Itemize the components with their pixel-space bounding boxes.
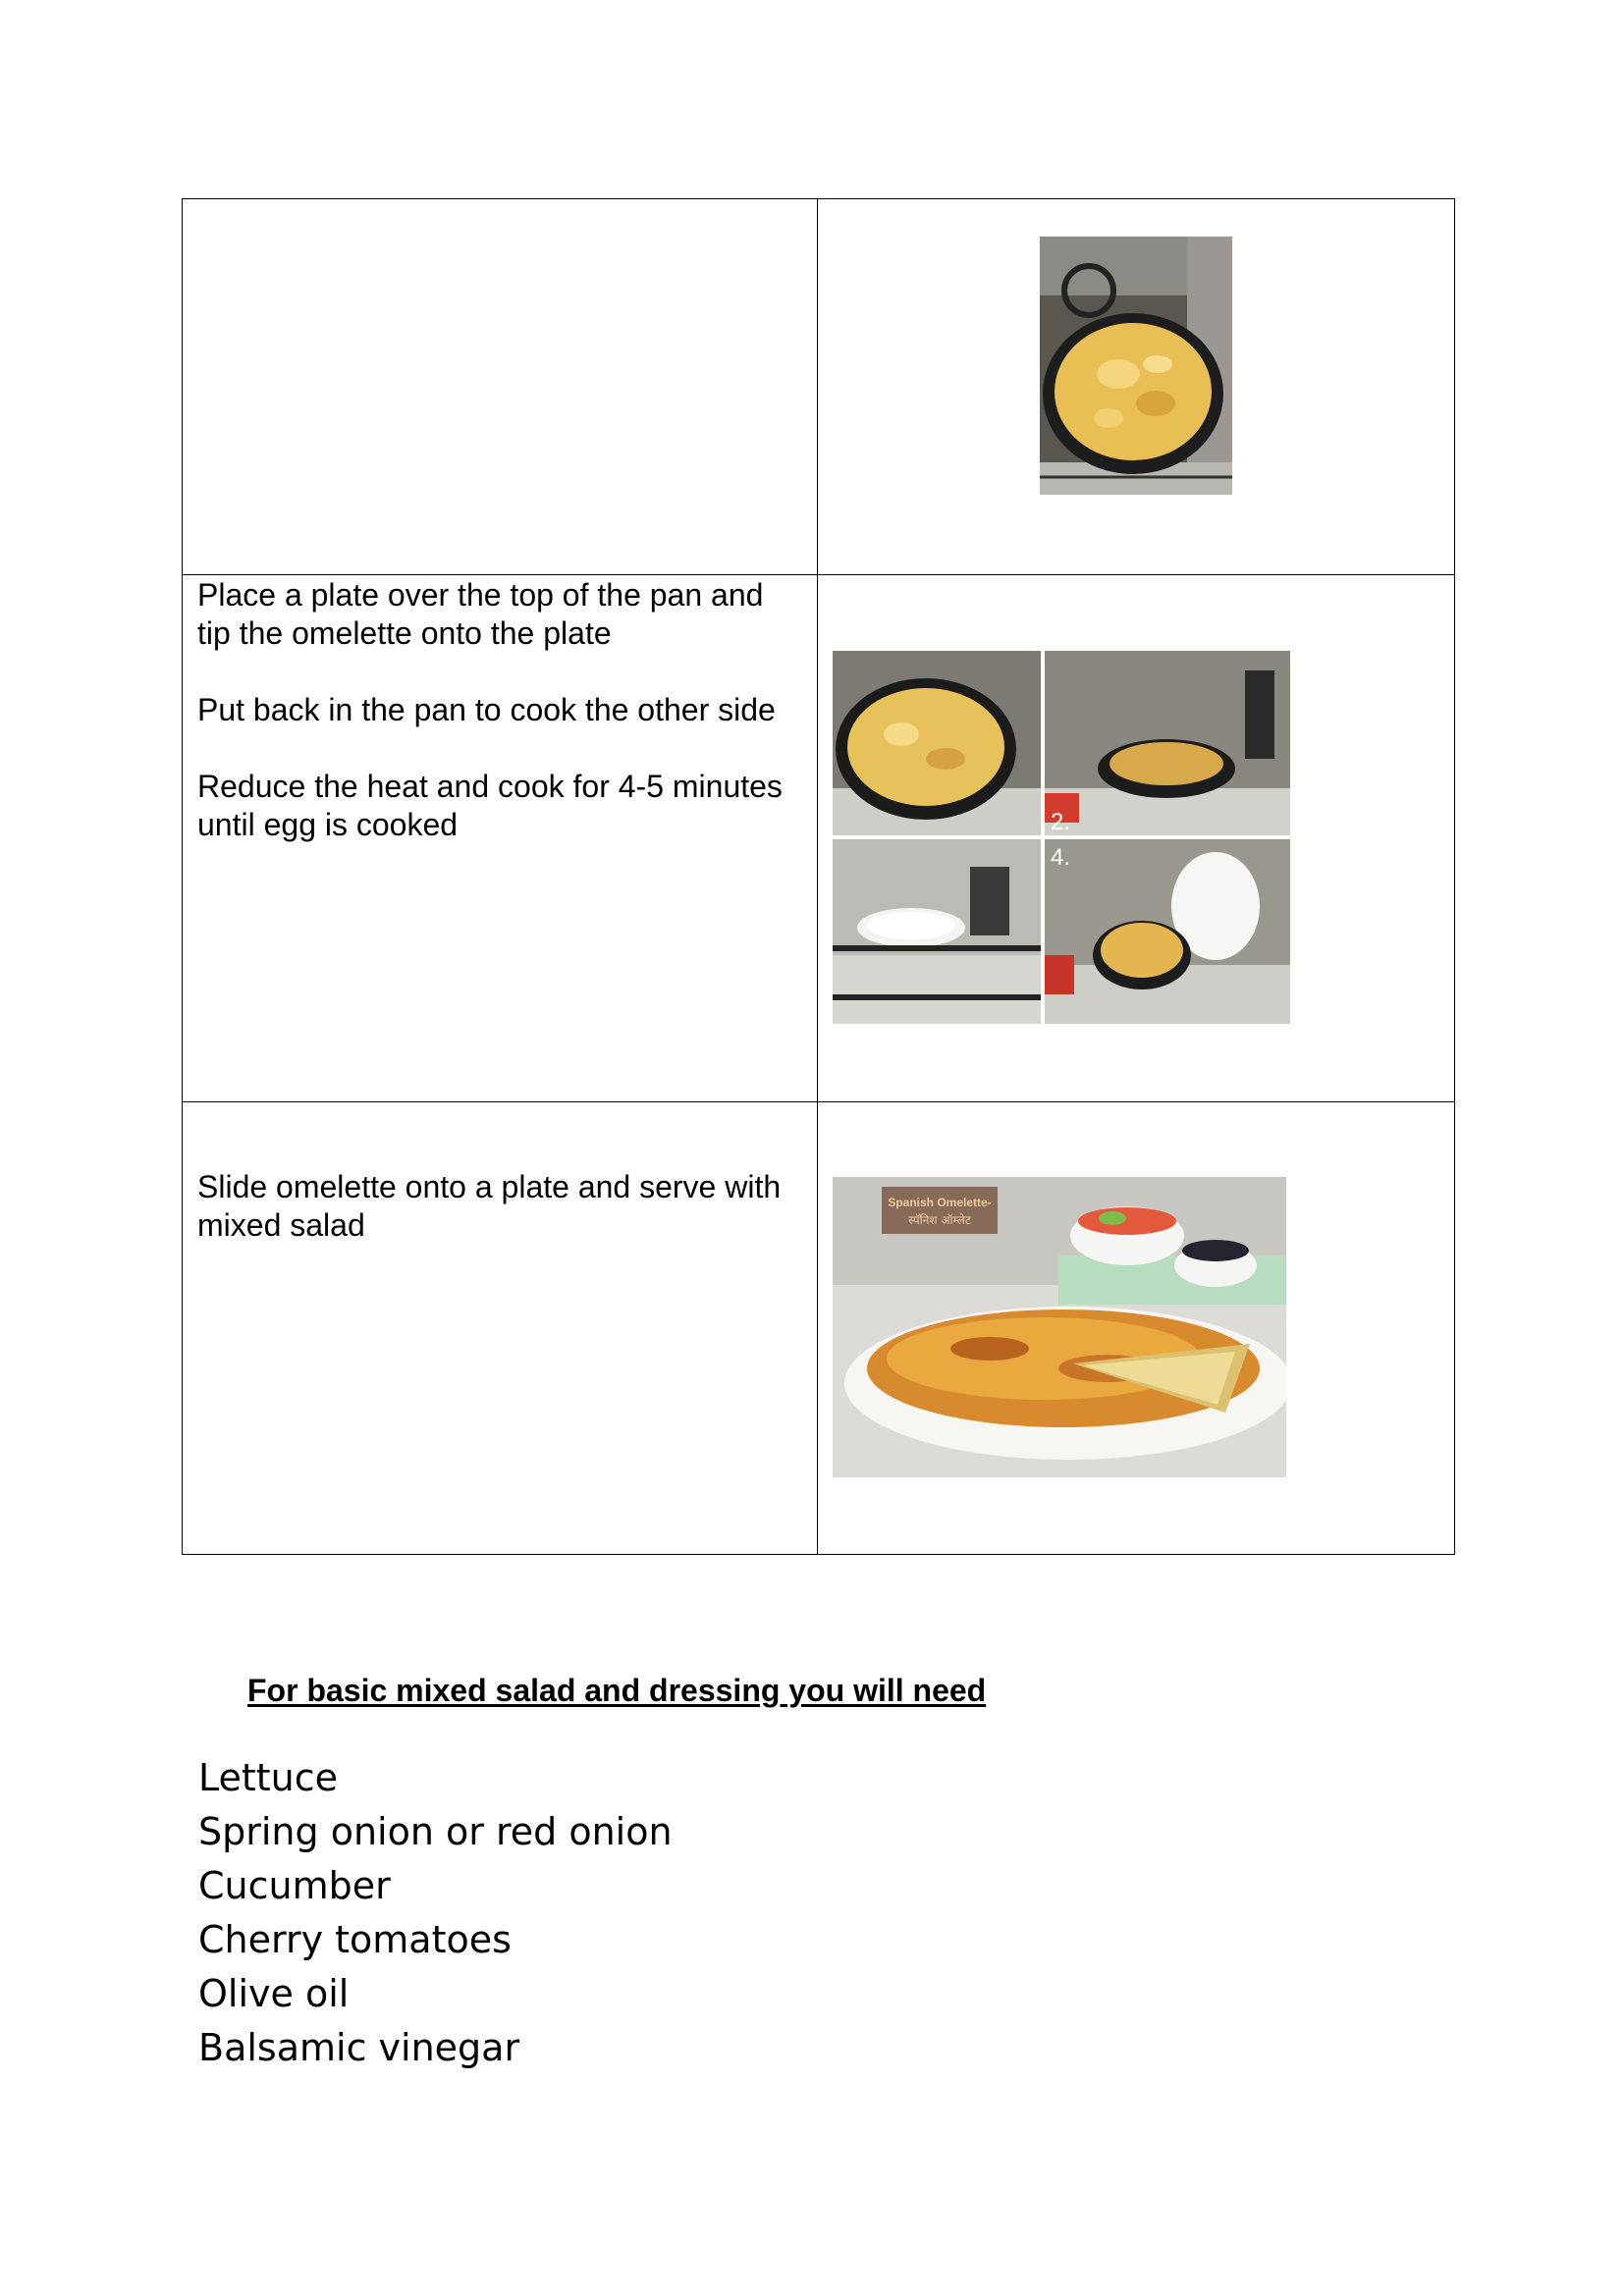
step-2-instruction-1: Place a plate over the top of the pan and tip the omelette onto the plate [197, 577, 764, 651]
ingredient-item: Olive oil [198, 1972, 350, 2015]
step-3-image-cell [818, 1102, 1455, 1555]
step-2-instruction-3: Reduce the heat and cook for 4-5 minutes until egg is cooked [197, 769, 783, 842]
omelette-in-pan-photo [1040, 237, 1232, 495]
step-2-image-cell [818, 575, 1455, 1102]
step-3-instruction-1: Slide omelette onto a plate and serve with mixed salad [197, 1169, 782, 1243]
photo-caption-marathi: स्पॅनिश ऑम्लेट [908, 1213, 971, 1227]
step-1-text-cell [183, 199, 818, 575]
photo-caption-english: Spanish Omelette- [888, 1196, 992, 1209]
step-row-1 [183, 199, 1455, 575]
step-row-3 [183, 1102, 1455, 1555]
flipping-omelette-collage [833, 651, 1290, 1024]
ingredient-item: Spring onion or red onion [198, 1810, 673, 1853]
step-2-text-cell [183, 575, 818, 1102]
salad-section-heading: For basic mixed salad and dressing you will need [247, 1673, 987, 1708]
ingredient-item: Balsamic vinegar [198, 2026, 520, 2069]
step-2-instruction-2: Put back in the pan to cook the other side [197, 692, 776, 727]
collage-label-2: 2. [1051, 809, 1071, 835]
ingredient-item: Cherry tomatoes [198, 1918, 512, 1961]
recipe-steps-table [182, 198, 1455, 1555]
step-1-image-cell [818, 199, 1455, 575]
salad-ingredient-list [198, 1751, 673, 2075]
ingredient-item: Lettuce [198, 1756, 339, 1799]
spanish-omelette-served-photo [833, 1177, 1286, 1477]
ingredient-item: Cucumber [198, 1864, 391, 1907]
step-row-2 [183, 575, 1455, 1102]
collage-label-4: 4. [1051, 844, 1071, 871]
step-3-text-cell [183, 1102, 818, 1555]
